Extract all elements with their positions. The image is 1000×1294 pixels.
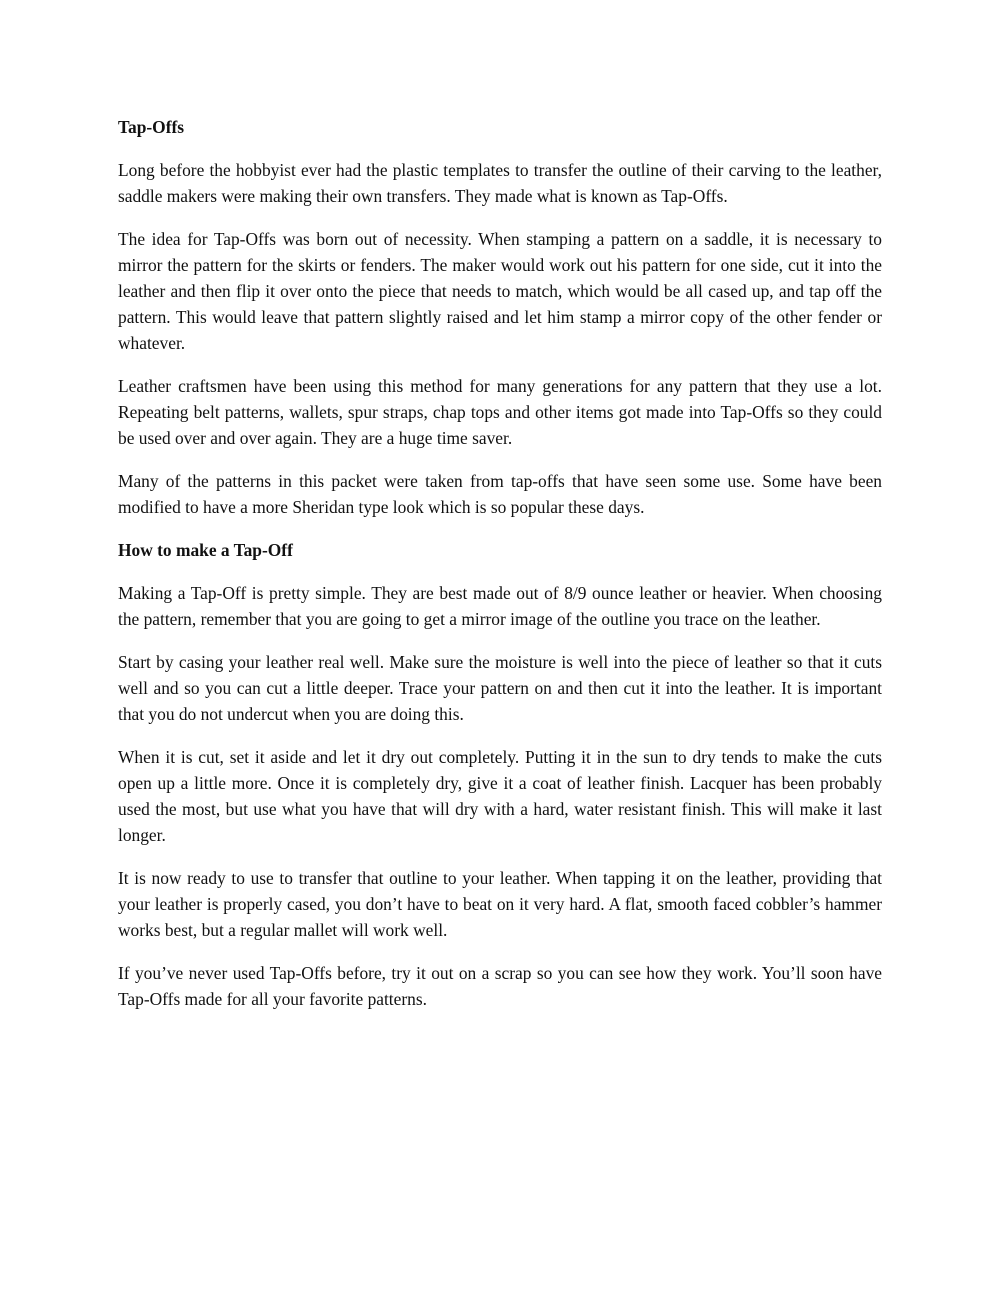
paragraph: Making a Tap-Off is pretty simple. They are best made out of 8/9 ounce leather or heavier. When choosing the pattern, remember that you are going to get a mirror image of the outline you trace on the leather.: [118, 583, 882, 629]
document-page: [118, 114, 882, 1029]
paragraph: When it is cut, set it aside and let it dry out completely. Putting it in the sun to dry tends to make the cuts open up a little more. Once it is completely dry, give it a coat of leather finish. Lacquer has been probably used the most, but use what you have that will dry with a hard, water resistant finish. This will make it last longer.: [118, 747, 882, 845]
section-heading-how-to-make: How to make a Tap-Off: [118, 540, 293, 560]
section-heading-tap-offs: Tap-Offs: [118, 117, 185, 137]
paragraph: It is now ready to use to transfer that outline to your leather. When tapping it on the leather, providing that your leather is properly cased, you don’t have to beat on it very hard. A flat, smooth faced cobbler’s hammer works best, but a regular mallet will work well.: [118, 868, 882, 940]
paragraph: Long before the hobbyist ever had the plastic templates to transfer the outline of their carving to the leather, saddle makers were making their own transfers. They made what is known as Tap-Offs.: [118, 160, 882, 206]
paragraph: Many of the patterns in this packet were taken from tap-offs that have seen some use. Some have been modified to have a more Sheridan type look which is so popular these days.: [118, 471, 882, 517]
paragraph: Leather craftsmen have been using this method for many generations for any pattern that they use a lot. Repeating belt patterns, wallets, spur straps, chap tops and other items got made into Tap-Offs so they could be used over and over again. They are a huge time saver.: [118, 376, 882, 448]
paragraph: If you’ve never used Tap-Offs before, try it out on a scrap so you can see how they work. You’ll soon have Tap-Offs made for all your favorite patterns.: [118, 963, 882, 1009]
paragraph: Start by casing your leather real well. Make sure the moisture is well into the piece of leather so that it cuts well and so you can cut a little deeper. Trace your pattern on and then cut it into the leather. It is important that you do not undercut when you are doing this.: [118, 652, 882, 724]
paragraph: The idea for Tap-Offs was born out of necessity. When stamping a pattern on a saddle, it is necessary to mirror the pattern for the skirts or fenders. The maker would work out his pattern for one side, cut it into the leather and then flip it over onto the piece that needs to match, which would be all cased up, and tap off the pattern. This would leave that pattern slightly raised and let him stamp a mirror copy of the other fender or whatever.: [118, 229, 882, 353]
